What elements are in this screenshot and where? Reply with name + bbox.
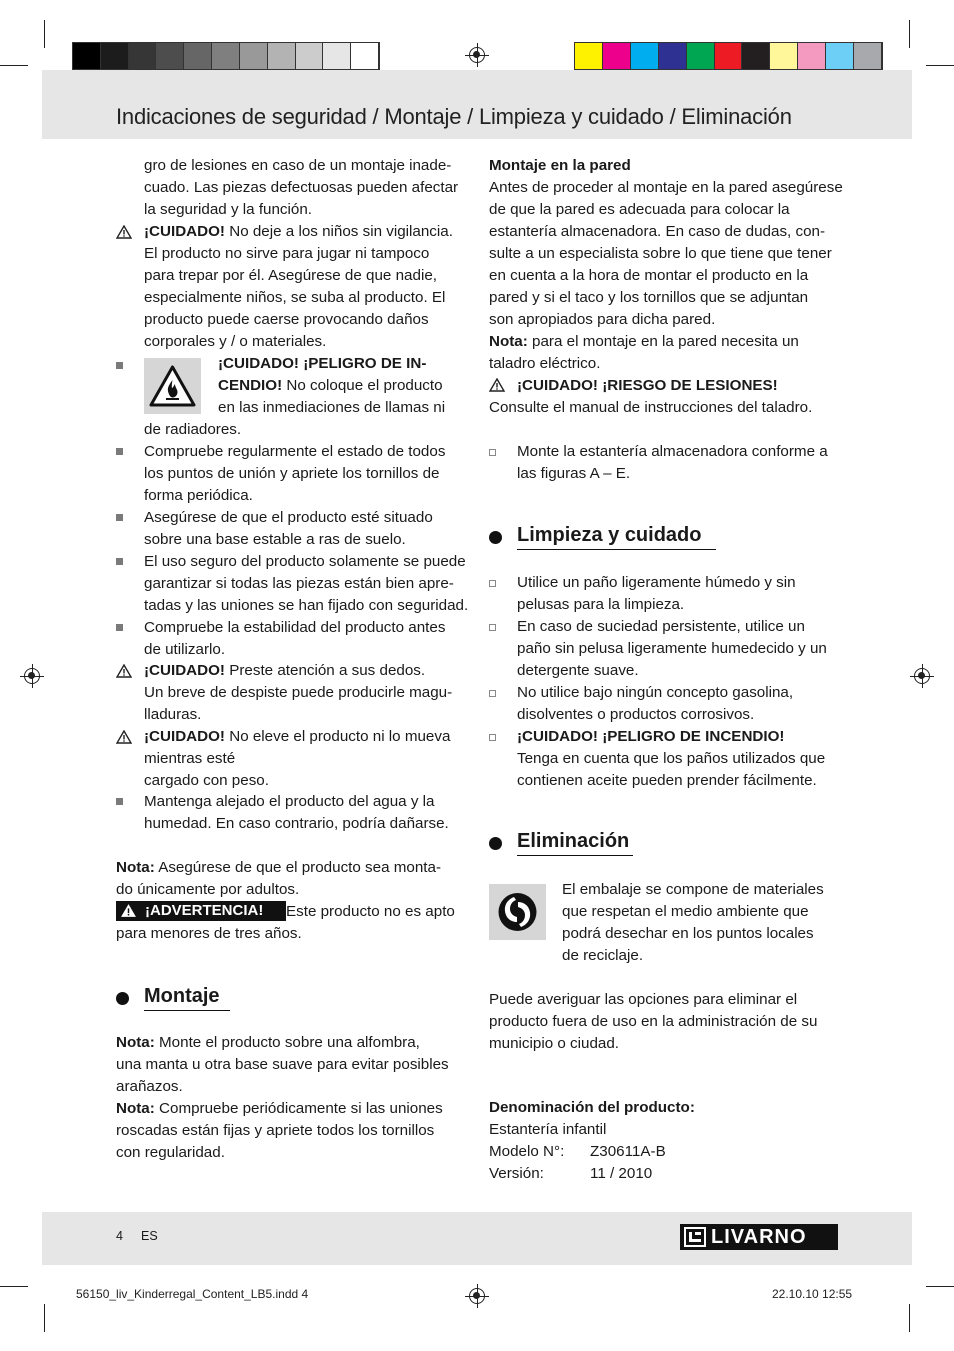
gray-swatch	[156, 43, 184, 69]
caution-text: Preste atención a sus dedos.	[225, 662, 426, 679]
gray-swatch	[101, 43, 129, 69]
model-value: Z30611A-B	[590, 1143, 666, 1160]
heading-bullet-icon	[116, 992, 129, 1005]
product-name-heading: Denominación del producto:	[489, 1099, 695, 1116]
text-line: de que la pared es adecuada para colocar la	[489, 201, 790, 218]
checkbox-bullet-icon	[489, 734, 496, 741]
text-line: detergente suave.	[517, 662, 639, 679]
section-heading-montaje: Montaje	[144, 985, 220, 1007]
gray-swatch	[240, 43, 268, 69]
gray-swatch	[323, 43, 351, 69]
section-heading-limpieza: Limpieza y cuidado	[517, 524, 702, 546]
text-line: cargado con peso.	[144, 772, 269, 789]
list-item: Utilice un paño ligeramente húmedo y sin	[517, 574, 796, 591]
color-swatch	[854, 43, 882, 69]
note-text: Monte el producto sobre una alfombra,	[154, 1034, 420, 1051]
bullet-icon	[116, 448, 123, 455]
text-line: para trepar por él. Asegúrese de que nadie,	[144, 267, 437, 284]
text-line: pared y si el taco y los tornillos que se adjuntan	[489, 289, 809, 306]
note-label: Nota:	[116, 859, 155, 876]
text-line: Antes de proceder al montaje en la pared asegúrese	[489, 179, 843, 196]
gray-swatch	[268, 43, 296, 69]
note-line	[116, 857, 441, 879]
page-title: Indicaciones de seguridad / Montaje / Limpieza y cuidado / Eliminación	[116, 104, 792, 129]
text-line: taladro eléctrico.	[489, 355, 601, 372]
list-item: El uso seguro del producto solamente se puede	[144, 553, 466, 570]
livarno-logo	[680, 1224, 838, 1250]
text-line: paño sin pelusa ligeramente humedecido y un	[517, 640, 827, 657]
text-line: sobre una base estable a ras de suelo.	[144, 531, 406, 548]
page-number: 4	[116, 1229, 123, 1243]
text-line: Consulte el manual de instrucciones del taladro.	[489, 399, 813, 416]
text-line: mientras esté	[144, 750, 236, 767]
text-line: sulte a un especialista sobre lo que tiene que tener	[489, 245, 832, 262]
gray-swatch	[73, 43, 101, 69]
crop-mark	[909, 20, 910, 48]
crop-mark	[0, 1286, 28, 1287]
warning-triangle-icon	[116, 730, 132, 744]
subheading-montaje-pared: Montaje en la pared	[489, 157, 631, 174]
note-line	[489, 331, 799, 353]
model-label: Modelo N°:	[489, 1143, 565, 1160]
text-line: son apropiados para dicha pared.	[489, 311, 716, 328]
text-line: contienen aceite pueden prender fácilmente.	[517, 772, 817, 789]
text-line: forma periódica.	[144, 487, 253, 504]
section-heading-eliminacion: Eliminación	[517, 830, 630, 852]
caution-text: No eleve el producto ni lo mueva	[225, 728, 451, 745]
gray-swatch	[212, 43, 240, 69]
text-line: disolventes o productos corrosivos.	[517, 706, 755, 723]
caution-line	[144, 221, 453, 243]
gray-swatch	[129, 43, 157, 69]
color-swatch	[715, 43, 743, 69]
color-swatch	[742, 43, 770, 69]
heading-underline	[517, 549, 716, 550]
text-line: tadas y las uniones se han fijado con seguridad.	[144, 597, 469, 614]
checkbox-bullet-icon	[489, 449, 496, 456]
crop-mark	[926, 65, 954, 66]
text-line: las figuras A – E.	[517, 465, 631, 482]
heading-bullet-icon	[489, 837, 502, 850]
checkbox-bullet-icon	[489, 624, 496, 631]
fire-hazard-icon	[144, 358, 201, 414]
heading-bullet-icon	[489, 531, 502, 544]
text-line: la seguridad y la función.	[144, 201, 313, 218]
note-label: Nota:	[489, 333, 528, 350]
text-line: do únicamente por adultos.	[116, 881, 300, 898]
note-line	[116, 1098, 443, 1120]
product-name: Estantería infantil	[489, 1121, 607, 1138]
text-line: producto puede caerse provocando daños	[144, 311, 429, 328]
text-line: en cuenta a la hora de montar el producto en la	[489, 267, 809, 284]
text-line: humedad. En caso contrario, podría dañarse.	[144, 815, 449, 832]
gray-swatch	[296, 43, 324, 69]
fire-warning-line	[218, 375, 443, 397]
text-line: El producto no sirve para jugar ni tampoco	[144, 245, 430, 262]
crop-mark	[926, 1286, 954, 1287]
fire-warning-text: No coloque el producto	[282, 377, 443, 394]
list-item: No utilice bajo ningún concepto gasolina,	[517, 684, 794, 701]
fire-warning-title: ¡CUIDADO! ¡PELIGRO DE IN-	[218, 355, 427, 372]
warning-triangle-icon	[120, 903, 137, 918]
caution-label: ¡CUIDADO!	[144, 728, 225, 745]
warning-triangle-icon	[489, 378, 505, 392]
warning-triangle-icon	[116, 664, 132, 678]
registration-mark-icon	[914, 668, 930, 684]
caution-label: ¡CUIDADO!	[144, 662, 225, 679]
bullet-icon	[116, 362, 123, 369]
fire-caution-title: ¡CUIDADO! ¡PELIGRO DE INCENDIO!	[517, 728, 785, 745]
warning-badge	[116, 901, 286, 921]
text-line: pelusas para la limpieza.	[517, 596, 685, 613]
text-line: Tenga en cuenta que los paños utilizados que	[517, 750, 826, 767]
text-line: para menores de tres años.	[116, 925, 302, 942]
text-line: garantizar si todas las piezas están bien apre-	[144, 575, 454, 592]
list-item: Compruebe la estabilidad del producto antes	[144, 619, 446, 636]
color-swatch	[687, 43, 715, 69]
color-swatch	[575, 43, 603, 69]
text-line: Un breve de despiste puede producirle magu-	[144, 684, 453, 701]
list-item: Asegúrese de que el producto esté situado	[144, 509, 433, 526]
checkbox-bullet-icon	[489, 690, 496, 697]
version-label: Versión:	[489, 1165, 544, 1182]
note-text: Asegúrese de que el producto sea monta-	[154, 859, 442, 876]
green-dot-recycling-icon	[489, 884, 546, 940]
color-swatch	[798, 43, 826, 69]
text-line: cuado. Las piezas defectuosas pueden afectar	[144, 179, 459, 196]
list-item: En caso de suciedad persistente, utilice un	[517, 618, 805, 635]
caution-text: No deje a los niños sin vigilancia.	[225, 223, 453, 240]
color-swatch	[826, 43, 854, 69]
note-line	[116, 1032, 420, 1054]
bullet-icon	[116, 798, 123, 805]
crop-mark	[0, 65, 28, 66]
text-line: una manta u otra base suave para evitar posibles	[116, 1056, 449, 1073]
registration-mark-icon	[24, 668, 40, 684]
bullet-icon	[116, 624, 123, 631]
caution-line	[144, 726, 450, 748]
heading-underline	[517, 855, 633, 856]
grayscale-color-bar	[72, 42, 380, 70]
version-value: 11 / 2010	[590, 1165, 653, 1182]
slug-file-info: 56150_liv_Kinderregal_Content_LB5.indd 4	[76, 1287, 309, 1301]
text-line: podrá desechar en los puntos locales	[562, 925, 814, 942]
text-line: arañazos.	[116, 1078, 183, 1095]
slug-date-info: 22.10.10 12:55	[772, 1287, 853, 1301]
caution-label: ¡CUIDADO!	[144, 223, 225, 240]
brand-wordmark: LIVARNO	[711, 1226, 807, 1248]
text-line: gro de lesiones en caso de un montaje inade-	[144, 157, 452, 174]
text-line: de utilizarlo.	[144, 641, 226, 658]
text-line: especialmente niños, se suba al producto. El	[144, 289, 446, 306]
crop-mark	[44, 1304, 45, 1332]
text-line: estantería almacenadora. En caso de dudas, con-	[489, 223, 826, 240]
text-line: los puntos de unión y apriete los tornillos de	[144, 465, 440, 482]
checkbox-bullet-icon	[489, 580, 496, 587]
text-line: El embalaje se compone de materiales	[562, 881, 824, 898]
brand-mark-icon	[684, 1227, 706, 1247]
crop-mark	[44, 20, 45, 48]
caution-injury-title: ¡CUIDADO! ¡RIESGO DE LESIONES!	[517, 377, 778, 394]
text-line: roscadas están fijas y apriete todos los tornillos	[116, 1122, 435, 1139]
text-line: de radiadores.	[144, 421, 242, 438]
text-line: con regularidad.	[116, 1144, 225, 1161]
fire-warning-label: CENDIO!	[218, 377, 283, 394]
gray-swatch	[184, 43, 212, 69]
language-code: ES	[141, 1229, 158, 1243]
crop-mark	[909, 1304, 910, 1332]
bullet-icon	[116, 514, 123, 521]
process-color-bar	[574, 42, 883, 70]
text-line: lladuras.	[144, 706, 202, 723]
color-swatch	[603, 43, 631, 69]
warning-triangle-icon	[116, 225, 132, 239]
text-line: Este producto no es apto	[286, 903, 455, 920]
note-label: Nota:	[116, 1034, 155, 1051]
text-line: que respetan el medio ambiente que	[562, 903, 809, 920]
color-swatch	[770, 43, 798, 69]
text-line: municipio o ciudad.	[489, 1035, 620, 1052]
caution-line	[144, 660, 425, 682]
registration-mark-icon	[469, 1288, 485, 1304]
color-swatch	[631, 43, 659, 69]
gray-swatch	[351, 43, 379, 69]
text-line: corporales y / o materiales.	[144, 333, 327, 350]
list-item: Mantenga alejado el producto del agua y la	[144, 793, 435, 810]
registration-mark-icon	[469, 47, 485, 63]
heading-underline	[144, 1010, 230, 1011]
text-line: en las inmediaciones de llamas ni	[218, 399, 446, 416]
list-item: Monte la estantería almacenadora conforme a	[517, 443, 828, 460]
list-item: Compruebe regularmente el estado de todos	[144, 443, 446, 460]
note-text: para el montaje en la pared necesita un	[527, 333, 799, 350]
text-line: producto fuera de uso en la administración de su	[489, 1013, 818, 1030]
text-line: Puede averiguar las opciones para eliminar el	[489, 991, 798, 1008]
note-text: Compruebe periódicamente si las uniones	[154, 1100, 443, 1117]
note-label: Nota:	[116, 1100, 155, 1117]
warning-badge-label: ¡ADVERTENCIA!	[145, 902, 264, 919]
color-swatch	[659, 43, 687, 69]
bullet-icon	[116, 558, 123, 565]
text-line: de reciclaje.	[562, 947, 644, 964]
